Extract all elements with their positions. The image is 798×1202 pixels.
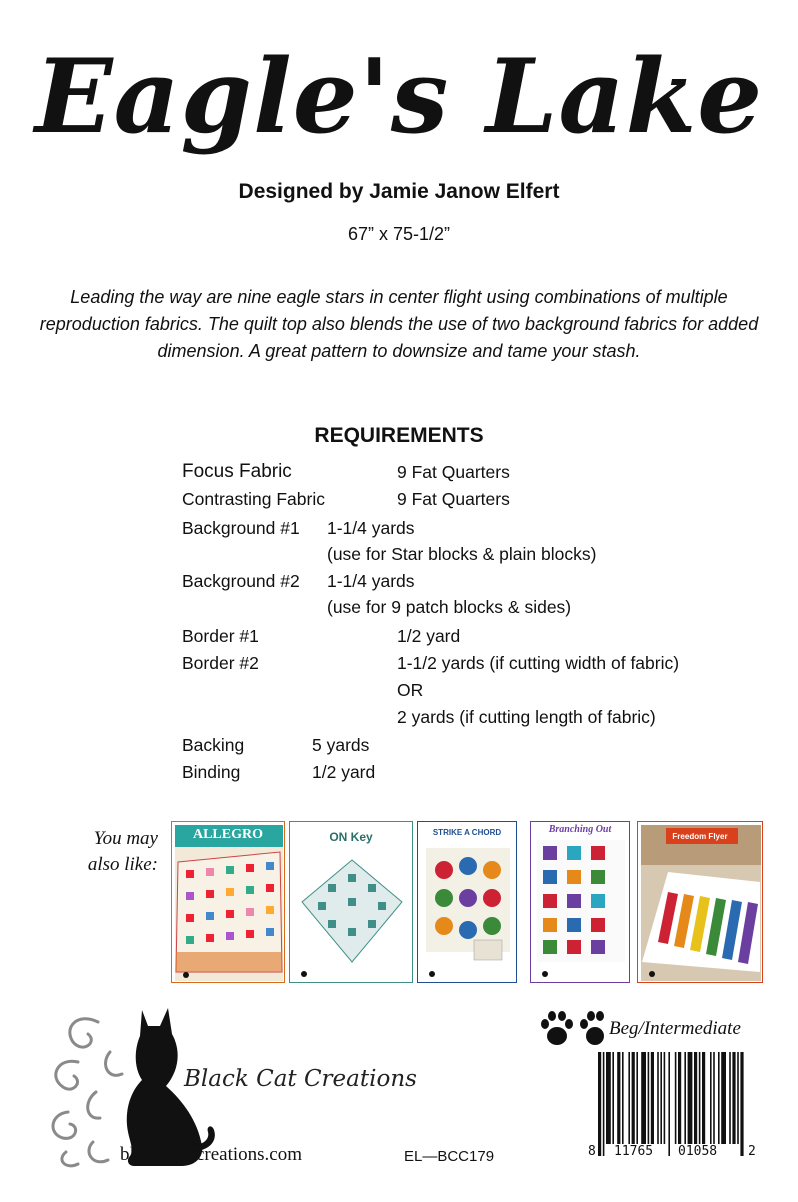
requirement-value: 1/2 yard: [312, 762, 376, 782]
requirement-value: 2 yards (if cutting length of fabric): [397, 707, 656, 727]
branching-out-cover-art: [531, 822, 630, 983]
barcode-bar: [678, 1052, 681, 1144]
upc-digits-left: 11765: [614, 1144, 654, 1159]
cover-title: ALLEGRO: [192, 827, 263, 842]
skill-level: Beg/Intermediate: [609, 1018, 741, 1039]
barcode-bar: [668, 1052, 670, 1156]
barcode-bar: [729, 1052, 731, 1144]
barcode-bar: [612, 1052, 614, 1144]
related-pattern-cover-branching-out[interactable]: [530, 821, 630, 983]
barcode-bar: [603, 1052, 605, 1156]
also-like-line-2: also like:: [87, 854, 158, 875]
requirement-label: Border #2: [182, 653, 259, 673]
upc-digit-last: 2: [748, 1144, 756, 1159]
cover-title: Branching Out: [548, 824, 612, 835]
requirement-label: Focus Fabric: [182, 461, 292, 482]
barcode-bar: [660, 1052, 662, 1144]
requirement-label: Binding: [182, 762, 241, 782]
upc-digits-right: 01058: [678, 1144, 718, 1159]
on-key-cover-art: [290, 822, 413, 983]
barcode-bar: [684, 1052, 686, 1144]
requirement-value: 1/2 yard: [397, 626, 461, 646]
requirement-value: 9 Fat Quarters: [397, 462, 510, 482]
barcode-bar: [713, 1052, 715, 1144]
strike-a-chord-cover-art: [418, 822, 517, 983]
upc-digit-first: 8: [588, 1144, 596, 1159]
freedom-flyer-cover-art: [638, 822, 763, 983]
related-pattern-cover-allegro[interactable]: [171, 821, 285, 983]
barcode-bar: [598, 1052, 601, 1156]
cover-title: ON Key: [329, 830, 373, 844]
requirement-value: (use for Star blocks & plain blocks): [327, 544, 597, 564]
pattern-code: EL—BCC179: [404, 1148, 495, 1165]
also-like-label: [40, 826, 158, 878]
also-like-line-1: You may: [93, 828, 158, 849]
cover-title: STRIKE A CHORD: [432, 828, 502, 837]
requirement-value: 9 Fat Quarters: [397, 489, 510, 509]
barcode-bar: [718, 1052, 720, 1144]
barcode-bar: [737, 1052, 739, 1144]
requirement-value: OR: [397, 680, 424, 700]
pattern-title: Eagle's Lake: [34, 37, 764, 157]
quilt-size: 67” x 75-1/2”: [347, 224, 451, 244]
requirement-label: Border #1: [182, 626, 259, 646]
barcode-bar: [632, 1052, 635, 1144]
barcode-bar: [648, 1052, 650, 1144]
website-url[interactable]: black-cat-creations.com: [120, 1144, 302, 1165]
requirement-value: (use for 9 patch blocks & sides): [327, 597, 572, 617]
barcode-bar: [740, 1052, 743, 1156]
pattern-description: Leading the way are nine eagle stars in center flight using combinations of multiple reproduction fabrics. The quilt top also blends the use of two background fabrics for added dimension. A great pattern to downsize and tame your stash.: [39, 287, 759, 361]
requirement-label: Background #2: [182, 571, 300, 591]
barcode-bar: [699, 1052, 701, 1144]
requirement-value: 1-1/2 yards (if cutting width of fabric): [397, 653, 680, 673]
barcode-bar: [732, 1052, 735, 1144]
barcode-bar: [710, 1052, 712, 1144]
barcode-bar: [628, 1052, 630, 1144]
barcode-bar: [664, 1052, 666, 1144]
brand-name: Black Cat Creations: [184, 1066, 417, 1092]
barcode-bar: [606, 1052, 611, 1144]
upc-barcode: [596, 1052, 756, 1158]
designer-credit: Designed by Jamie Janow Elfert: [238, 180, 560, 203]
paw-icon: [540, 1010, 574, 1048]
barcode-bar: [622, 1052, 624, 1144]
requirement-label: Contrasting Fabric: [182, 489, 325, 509]
barcode-bar: [694, 1052, 697, 1144]
paw-icon: [575, 1010, 605, 1048]
barcode-bar: [641, 1052, 646, 1144]
barcode-bar: [617, 1052, 620, 1144]
requirement-value: 1-1/4 yards: [327, 571, 415, 591]
related-pattern-cover-on-key[interactable]: [289, 821, 413, 983]
barcode-bar: [675, 1052, 677, 1144]
requirement-value: 1-1/4 yards: [327, 518, 415, 538]
barcode-bar: [657, 1052, 659, 1144]
requirement-label: Background #1: [182, 518, 300, 538]
barcode-bar: [702, 1052, 705, 1144]
requirement-value: 5 yards: [312, 735, 370, 755]
related-pattern-cover-strike-a-chord[interactable]: [417, 821, 517, 983]
barcode-bar: [636, 1052, 638, 1144]
barcode-bar: [721, 1052, 726, 1144]
requirement-label: Backing: [182, 735, 245, 755]
requirements-heading: REQUIREMENTS: [314, 424, 484, 447]
allegro-cover-art: [172, 822, 285, 983]
barcode-bar: [651, 1052, 654, 1144]
related-pattern-cover-freedom-flyer[interactable]: [637, 821, 763, 983]
barcode-bar: [688, 1052, 693, 1144]
cover-title: Freedom Flyer: [672, 832, 728, 841]
